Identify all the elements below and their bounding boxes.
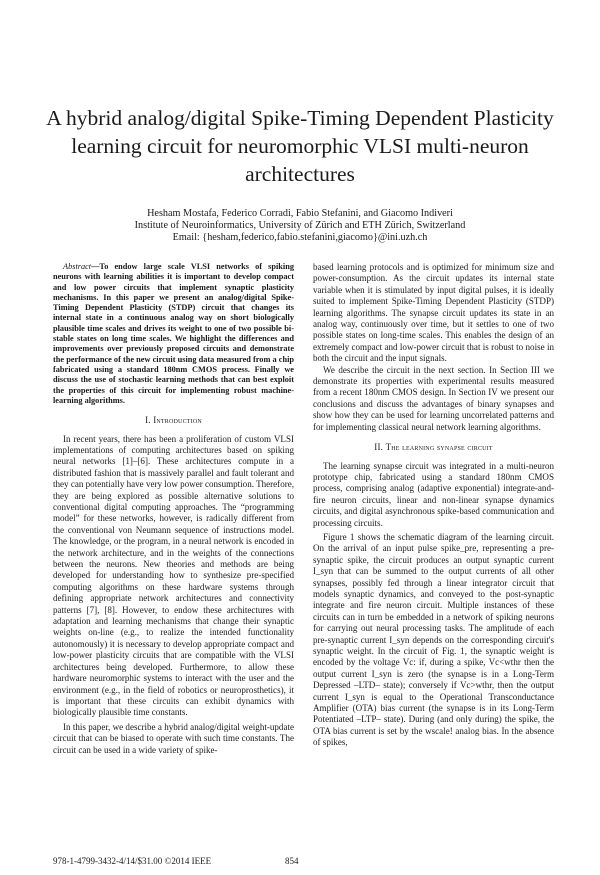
paragraph: In recent years, there has been a proliferation of custom VLSI implementations of computing architectures based on spiking neural networks [1]–[6]. These architectures compute in a distributed fashion that is massively parallel and fault tolerant and they can potentially have very low power consumption. Therefore, they are being explored as possible alternative solutions to conventional digital computing approaches. The “programming model” for these networks, however, is radically different from the conventional von Neumann sequence of instructions model. The knowledge, or the program, in a neural network is encoded in the network architecture, and in the weights of the connections between the neurons. New theories and methods are being developed for understanding how to synthesize pre-specified computing algorithms on these hardware systems through defining appropriate network architectures and connectivity patterns [7], [8]. However, to endow these architectures with adaptation and learning mechanisms that change their synaptic weights on-line (e.g., to realize the intended functionality autonomously) it is necessary to develop appropriate compact and low-power plasticity circuits that are compatible with the VLSI architectures being developed. Furthermore, to allow these hardware neuromorphic systems to interact with the user and the environment (e.g., in the field of robotics or neuroprosthetics), it is important that these circuits can exhibit dynamics with biologically plausible time constants. — [53, 433, 295, 718]
copyright-footer: 978-1-4799-3432-4/14/$31.00 ©2014 IEEE — [53, 856, 212, 866]
paper-title: A hybrid analog/digital Spike-Timing Dependent Plasticity learning circuit for neuromorphic VLSI multi-neuron architectures — [46, 106, 554, 186]
author-names: Hesham Mostafa, Federico Corradi, Fabio Stefanini, and Giacomo Indiveri — [147, 208, 453, 219]
paragraph: In this paper, we describe a hybrid analog/digital weight-update circuit that can be biased to operate with such time constants. The circuit can be used in a wide variety of spike- — [53, 721, 294, 755]
section-number: I. — [145, 415, 151, 426]
section-number: II. — [374, 442, 384, 453]
affiliation: Institute of Neuroinformatics, University of Zürich and ETH Zürich, Switzerland — [134, 220, 466, 231]
right-column — [313, 262, 554, 749]
section-title: Introduction — [153, 415, 202, 426]
left-column — [53, 262, 294, 756]
paragraph: Figure 1 shows the schematic diagram of the learning circuit. On the arrival of an input pulse spike_pre, representing a pre-synaptic spike, the circuit produces an output synaptic current I_syn that can be summed to the output currents of all other synapses, possibly fed through a linear integrator circuit that models synaptic dynamics, and conveyed to the post-synaptic integrate and fire neuron circuit. Multiple instances of these circuits can in turn be embedded in a network of spiking neurons for carrying out neural processing tasks. The amplitude of each pre-synaptic current I_syn depends on the corresponding circuit's synaptic weight. In the circuit of Fig. 1, the synaptic weight is encoded by the voltage Vc: if, during a spike, Vc<wthr then the output current I_syn is zero (the synapse is in a Long-Term Depressed –LTD– state); conversely if Vc>wthr, then the output current I_syn is equal to the Operational Transconductance Amplifier (OTA) bias current (the synapse is in its Long-Term Potentiated –LTP– state). During (and only during) the spike, the OTA bias current is set by the wscale! analog bias. In the absence of spikes, — [313, 531, 554, 748]
author-block — [40, 208, 560, 244]
section-heading-learning-synapse-circuit — [313, 442, 554, 453]
abstract-text: —To endow large scale VLSI networks of spiking neurons with learning abilities it is important to develop compact and low power circuits that implement synaptic plasticity mechanisms. In this paper we present an analog/digital Spike-Timing Dependent Plasticity (STDP) circuit that changes its internal state in a continuous analog way on short biologically plausible time scales and drives its weight to one of two possible bi-stable states on long time scales. We highlight the differences and improvements over previously proposed circuits and demonstrate the performance of the new circuit using data measured from a chip fabricated using a standard 180nm CMOS process. Finally we discuss the use of stochastic learning methods that can best exploit the properties of this circuit for implementing robust machine-learning algorithms. — [53, 262, 294, 405]
section-title: The learning synapse circuit — [385, 442, 493, 453]
paragraph: based learning protocols and is optimized for minimum size and power-consumption. As the circuit updates its internal state variable when it is stimulated by input digital pulses, it is ideally suited to implement Spike-Timing Dependent Plasticity (STDP) learning algorithms. The synapse circuit updates its state in an analog way, continuously over time, but it settles to one of two possible states on long-time scales. This enables the design of an extremely compact and low-power circuit that is robust to noise in both the circuit and the input signals. — [313, 262, 554, 364]
page-number: 854 — [285, 856, 299, 866]
paragraph: We describe the circuit in the next section. In Section III we demonstrate its properties with experimental results measured from a recent 180nm CMOS design. In Section IV we present our conclusions and discuss the advantages of binary synapses and show how they can be used for learning uncorrelated patterns and for implementing classical neural network learning algorithms. — [313, 364, 554, 432]
email: Email: {hesham,federico,fabio.stefanini,giacomo}@ini.uzh.ch — [172, 232, 428, 243]
paragraph: The learning synapse circuit was integrated in a multi-neuron prototype chip, fabricated using a standard 180nm CMOS process, comprising analog (adaptive exponential) integrate-and-fire neuron circuits, linear and non-linear synapse dynamics circuits, and digital asynchronous spike-based communication and processing circuits. — [313, 460, 554, 528]
abstract-lead: Abstract — [63, 262, 92, 271]
section-heading-introduction — [53, 415, 294, 426]
abstract — [53, 262, 294, 406]
